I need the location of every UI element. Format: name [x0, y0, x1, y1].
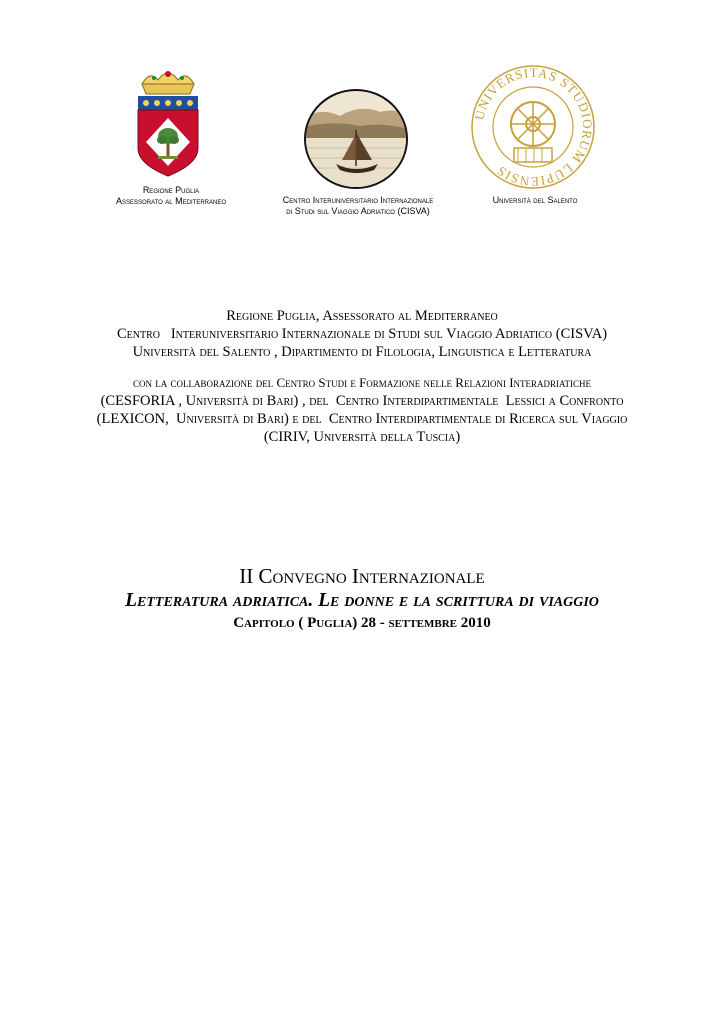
organizer-line: Università del Salento , Dipartimento di Filologia, Linguistica e Letteratura: [132, 344, 592, 360]
regione-puglia-crest-icon: [128, 64, 208, 180]
cisva-logo: [300, 86, 412, 192]
organizer-line: Centro Interuniversitario Internazionale di Studi sul Viaggio Adriatico (CISVA): [116, 326, 608, 342]
caption-cisva: [250, 195, 466, 217]
collaboration-line: con la collaborazione del Centro Studi e Formazione nelle Relazioni Interadriatiche: [132, 375, 592, 390]
caption-universita-salento: [470, 195, 600, 206]
caption-unisal-line1: Università del Salento: [492, 195, 578, 205]
caption-cisva-line2: di Studi sul Viaggio Adriatico (CISVA): [286, 206, 430, 216]
conference-title: II Convegno Internazionale: [239, 564, 485, 588]
conference-subtitle: Letteratura adriatica. Le donne e la scrittura di viaggio: [125, 590, 599, 611]
caption-cisva-line1: Centro Interuniversitario Internazionale: [282, 195, 434, 205]
regione-puglia-logo: [128, 64, 208, 180]
organizers-block: [60, 307, 664, 361]
sailing-ship-medallion-icon: [300, 86, 412, 192]
collaboration-line: (CESFORIA , Università di Bari) , del Centro Interdipartimentale Lessici a Confronto: [100, 393, 624, 409]
collaboration-block: [60, 374, 664, 446]
collaboration-line: (LEXICON, Università di Bari) e del Centro Interdipartimentale di Ricerca sul Viaggio: [96, 411, 628, 427]
conference-title-block: [40, 563, 684, 633]
caption-regione-puglia: [96, 185, 246, 207]
caption-puglia-line1: Regione Puglia: [142, 185, 200, 195]
conference-date: Capitolo ( Puglia) 28 - settembre 2010: [233, 615, 491, 631]
organizer-line: Regione Puglia, Assessorato al Mediterraneo: [226, 308, 498, 324]
caption-puglia-line2: Assessorato al Mediterraneo: [116, 196, 226, 206]
svg-text:UNIVERSITAS STUDIORUM LUPIENSI: UNIVERSITAS STUDIORUM LUPIENSIS: [471, 64, 596, 190]
collaboration-line: (CIRIV, Università della Tuscia): [263, 429, 461, 445]
universitas-studiorum-lupiensis-seal-icon: [470, 64, 596, 190]
universita-salento-logo: [470, 64, 596, 190]
